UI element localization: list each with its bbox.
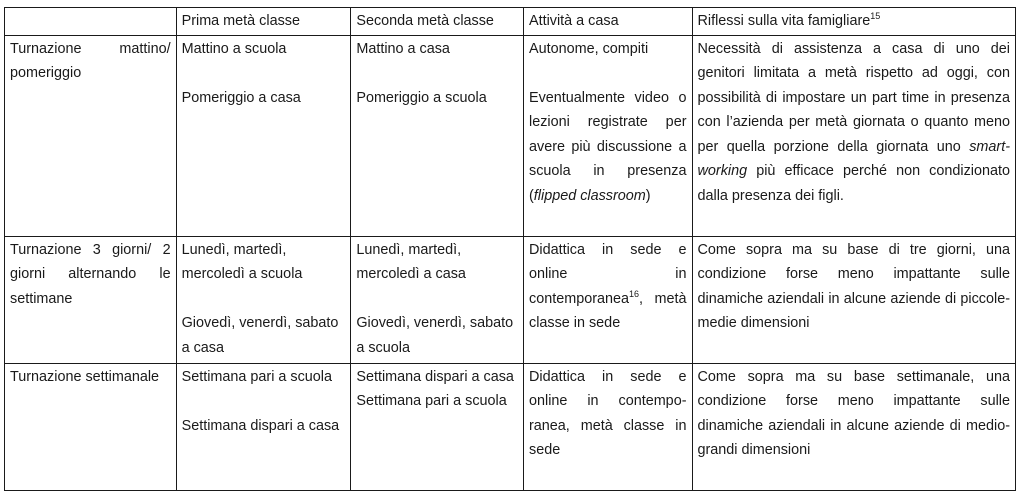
header-empty — [5, 8, 177, 36]
table-header-row — [5, 8, 1016, 36]
cell-text: Settimana dispari a casa — [356, 368, 514, 385]
cell-text: , metà classe in sede — [529, 290, 687, 331]
cell-text: Giovedì, venerdì, sabato a scuola — [356, 315, 514, 356]
cell-text: Didattica in sede e online in contemporanea — [529, 241, 687, 307]
footnote-ref-15: 15 — [870, 11, 881, 21]
turnazione-table — [4, 7, 1016, 491]
header-riflessi — [692, 8, 1016, 36]
cell-text: Settimana pari a scuola — [181, 368, 332, 385]
cell-riflessi: Come sopra ma su base settimanale, una condizione forse meno impattante sulle dinamiche aziendali in alcune aziende di medio-grandi dimensioni — [692, 363, 1016, 490]
cell-prima-meta — [176, 35, 351, 236]
cell-seconda-meta — [351, 35, 524, 236]
cell-mode: Turnazione settimanale — [5, 363, 177, 490]
cell-italic-text: flipped classroom — [533, 187, 646, 204]
cell-riflessi — [692, 35, 1016, 236]
cell-italic-text: smart-working — [697, 138, 1010, 179]
cell-text: Mattino a casa — [356, 40, 450, 57]
footnote-ref-16: 16 — [629, 288, 640, 299]
cell-riflessi: Come sopra ma su base di tre giorni, una condizione forse meno impattante sulle dinamiche aziendali in alcune aziende di piccole-medie dimensioni — [692, 236, 1016, 363]
cell-attivita-casa: Didattica in sede e online in contempo-ranea, metà classe in sede — [524, 363, 693, 490]
table-row — [5, 35, 1016, 236]
cell-text: Settimana pari a scuola — [356, 393, 507, 409]
cell-text: Giovedì, venerdì, sabato a casa — [181, 315, 339, 356]
cell-text: Lunedì, martedì, mercoledì a scuola — [181, 241, 303, 282]
cell-text: Autonome, compiti — [529, 40, 649, 57]
cell-mode: Turnazione mattino/ pomeriggio — [5, 35, 177, 236]
header-riflessi-label: Riflessi sulla vita famigliare — [697, 13, 871, 29]
cell-text: Eventualmente video o lezioni registrate per avere più discussione a scuola in presenza — [529, 89, 687, 179]
table-row — [5, 363, 1016, 490]
cell-seconda-meta — [351, 236, 524, 363]
cell-text: Lunedì, martedì, mercoledì a casa — [356, 241, 466, 282]
cell-text: più efficace perché non condizionato dalla presenza dei figli. — [697, 163, 1010, 204]
cell-prima-meta — [176, 236, 351, 363]
cell-text: Mattino a scuola — [181, 40, 287, 57]
cell-attivita-casa — [524, 236, 693, 363]
cell-text: Pomeriggio a casa — [181, 89, 301, 106]
cell-seconda-meta — [351, 363, 524, 490]
cell-prima-meta — [176, 363, 351, 490]
header-prima-meta: Prima metà classe — [176, 8, 351, 36]
cell-text: Necessità di assistenza a casa di uno dei genitori limitata a metà rispetto ad oggi, con possibilità di impostare un part time in presenza con l’azienda per metà giornata o quanto meno per quella porzione della giornata uno — [697, 40, 1010, 155]
cell-attivita-casa: Autonome, compiti Eventualmente video o lezioni registrate per avere più discussione a scuola in presenza (flipped classroom) — [524, 35, 693, 236]
header-attivita-casa: Attività a casa — [524, 8, 693, 36]
header-seconda-meta: Seconda metà classe — [351, 8, 524, 36]
cell-text: Settimana dispari a casa — [181, 417, 340, 434]
table-row — [5, 236, 1016, 363]
cell-text: Pomeriggio a scuola — [356, 89, 487, 106]
cell-mode: Turnazione 3 giorni/ 2 giorni alternando le settimane — [5, 236, 177, 363]
